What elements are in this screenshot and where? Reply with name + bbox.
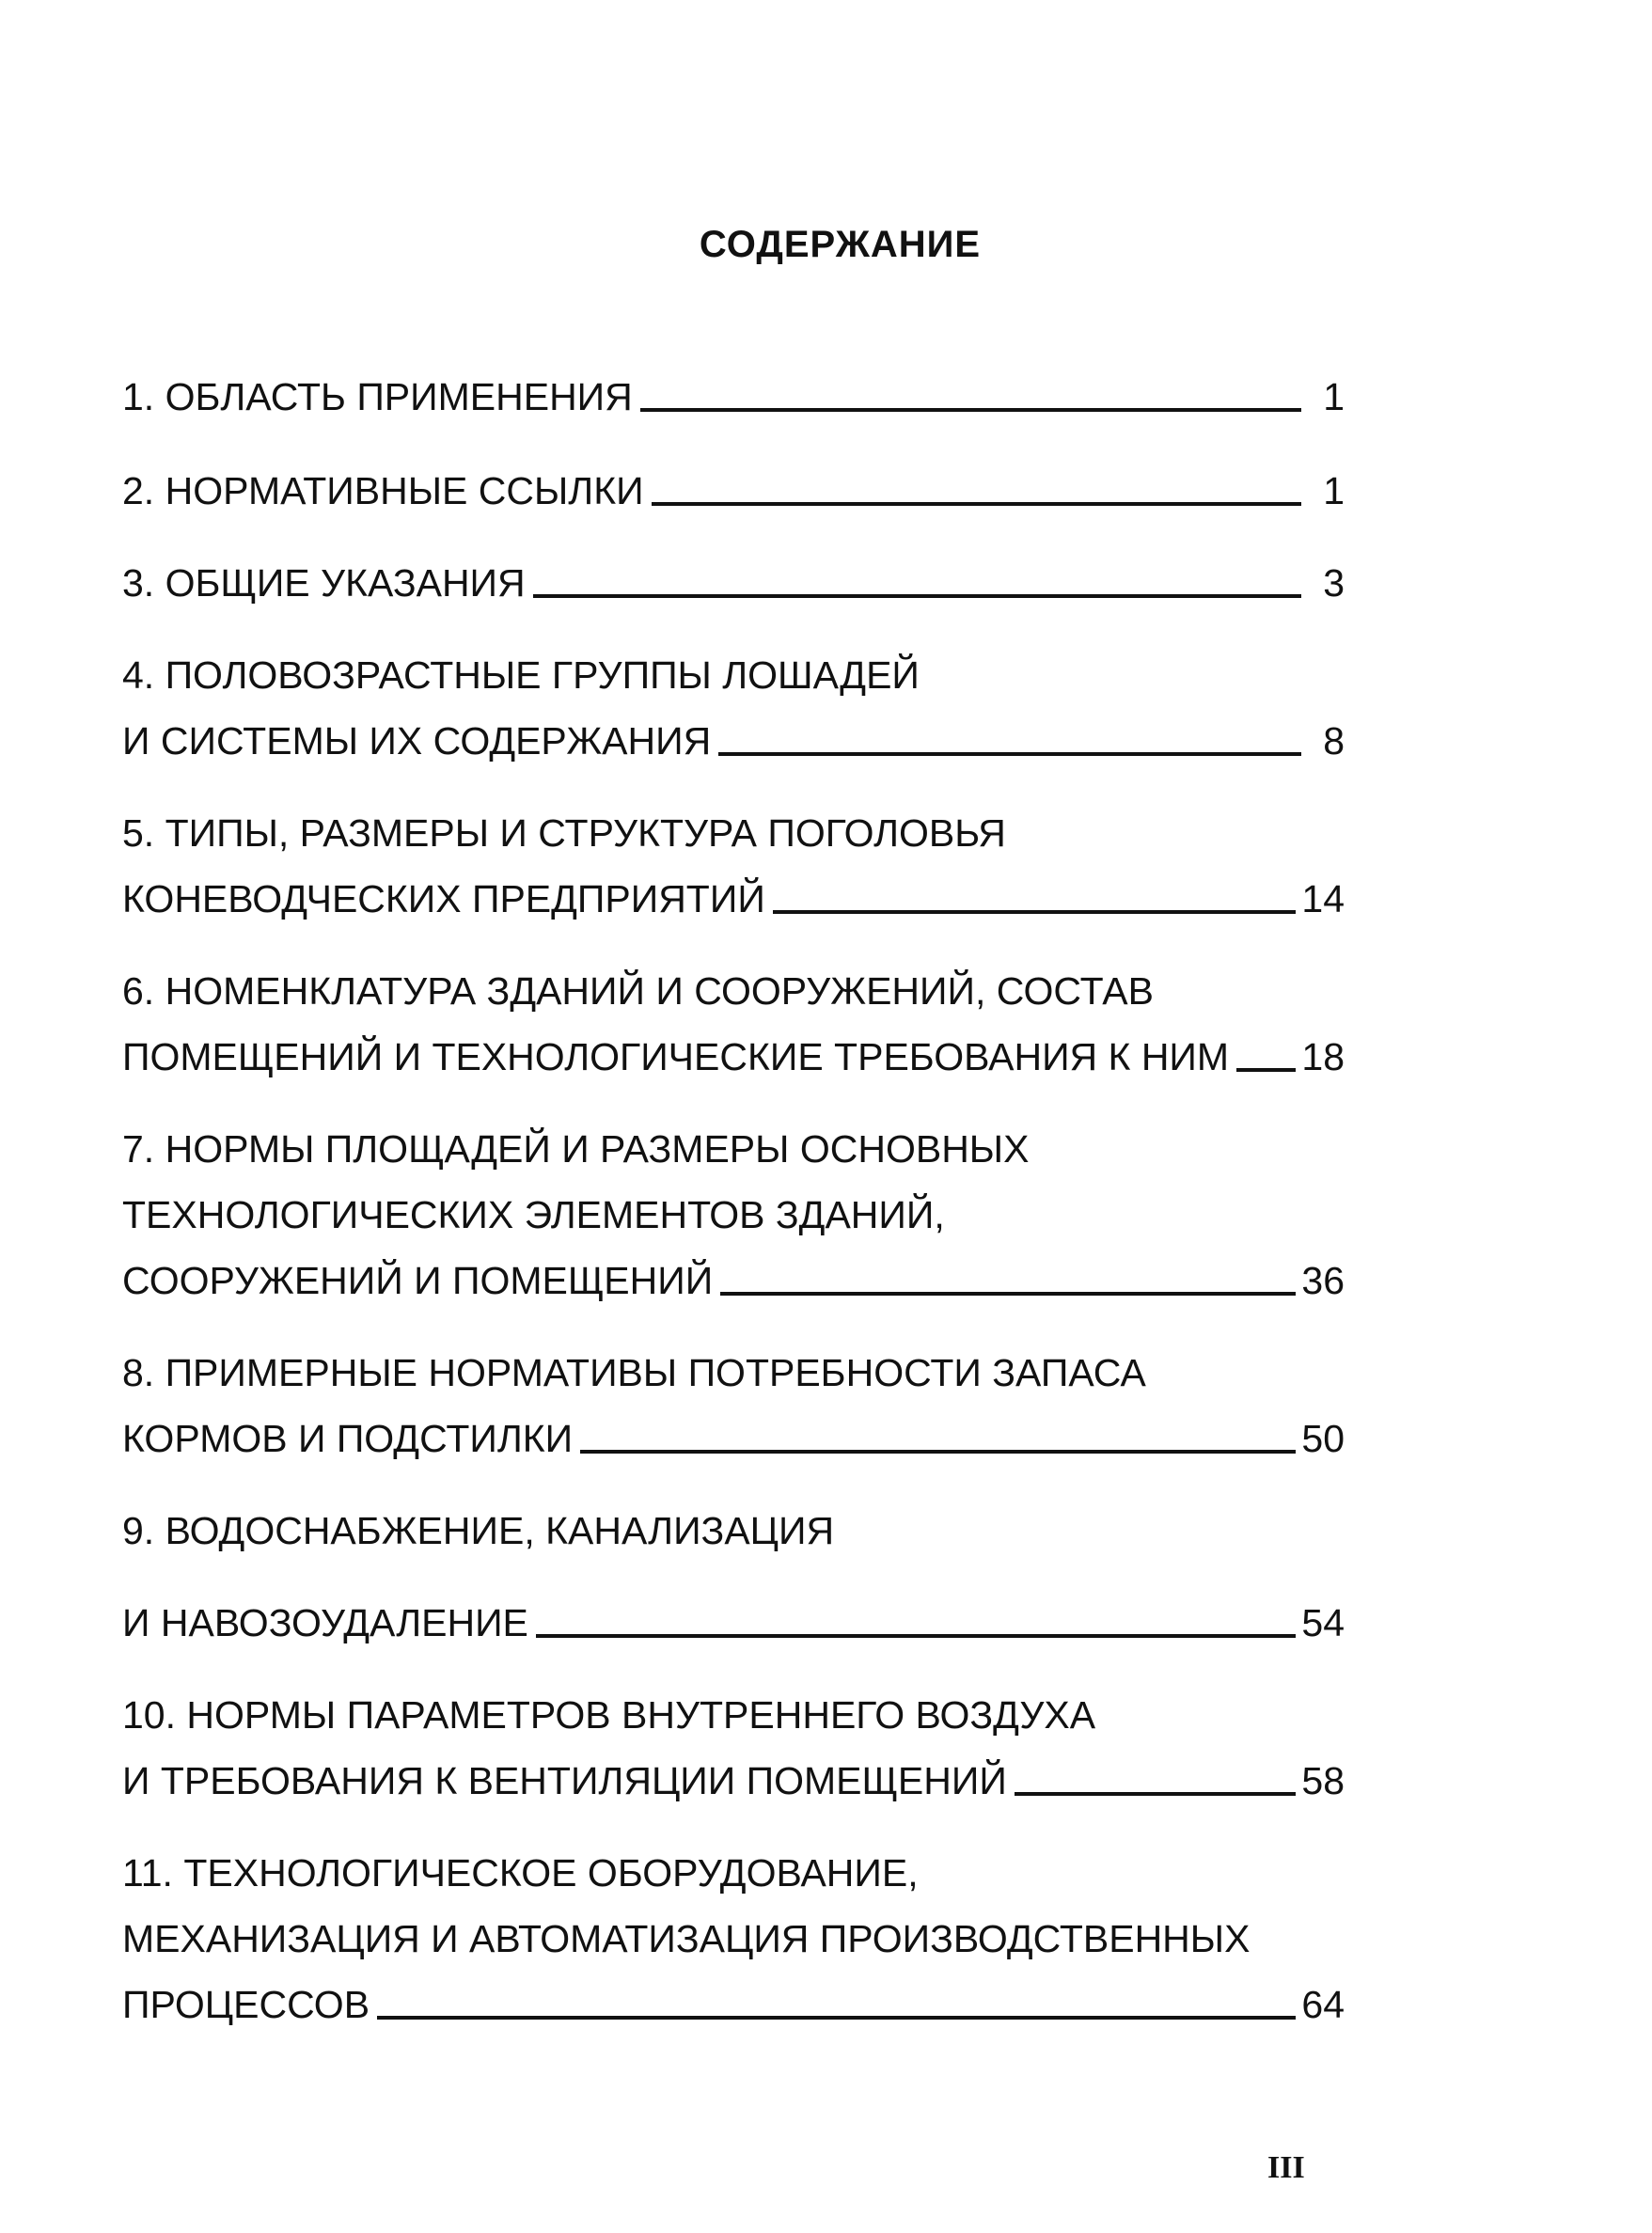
dot-leader: [652, 502, 1301, 506]
toc-entry-text: 7. НОРМЫ ПЛОЩАДЕЙ И РАЗМЕРЫ ОСНОВНЫХ: [122, 1127, 1030, 1171]
toc-entry-text: 4. ПОЛОВОЗРАСТНЫЕ ГРУППЫ ЛОШАДЕЙ: [122, 653, 920, 697]
toc-entry-10: [122, 1747, 1345, 1803]
toc-page-number: 18: [1301, 1035, 1345, 1078]
toc-page-number: 8: [1323, 719, 1345, 763]
toc-entry-text: 2. НОРМАТИВНЫЕ ССЫЛКИ: [122, 469, 644, 512]
dot-leader: [773, 910, 1297, 914]
dot-leader: [640, 408, 1301, 412]
toc-entry-text: ПРОЦЕССОВ: [122, 1983, 370, 2026]
toc-entry-text: 11. ТЕХНОЛОГИЧЕСКОЕ ОБОРУДОВАНИЕ,: [122, 1851, 919, 1895]
toc-entry-text: КОНЕВОДЧЕСКИХ ПРЕДПРИЯТИЙ: [122, 877, 765, 920]
toc-entry-text: 1. ОБЛАСТЬ ПРИМЕНЕНИЯ: [122, 375, 633, 418]
toc-entry-text: КОРМОВ И ПОДСТИЛКИ: [122, 1417, 574, 1460]
toc-page-number: 64: [1301, 1983, 1345, 2026]
toc-entry-6-line-1: [122, 957, 1345, 1014]
toc-page-number: 36: [1301, 1259, 1345, 1302]
toc-entry-text: 8. ПРИМЕРНЫЕ НОРМАТИВЫ ПОТРЕБНОСТИ ЗАПАСА: [122, 1351, 1146, 1394]
toc-entry-text: И СИСТЕМЫ ИХ СОДЕРЖАНИЯ: [122, 719, 712, 763]
toc-entry-8: [122, 1405, 1345, 1461]
dot-leader: [580, 1450, 1296, 1454]
toc-page-number: 54: [1301, 1601, 1345, 1644]
toc-entry-9-line-1: [122, 1497, 1345, 1553]
toc-entry-7-line-2: [122, 1181, 1345, 1237]
toc-page-number: 50: [1301, 1417, 1345, 1460]
toc-entry-text: И НАВОЗОУДАЛЕНИЕ: [122, 1601, 528, 1644]
toc-entry-1: [122, 363, 1345, 419]
toc-entry-text: И ТРЕБОВАНИЯ К ВЕНТИЛЯЦИИ ПОМЕЩЕНИЙ: [122, 1759, 1007, 1802]
toc-entry-10-line-1: [122, 1681, 1345, 1738]
toc-page-number: 1: [1323, 469, 1345, 512]
toc-entry-text: 10. НОРМЫ ПАРАМЕТРОВ ВНУТРЕННЕГО ВОЗДУХА: [122, 1693, 1096, 1737]
toc-entry-4: [122, 707, 1345, 763]
dot-leader: [377, 2016, 1296, 2020]
dot-leader: [1236, 1068, 1296, 1072]
toc-entry-9: [122, 1589, 1345, 1645]
toc-entry-5: [122, 865, 1345, 921]
toc-entry-5-line-1: [122, 799, 1345, 856]
toc-entry-text: 6. НОМЕНКЛАТУРА ЗДАНИЙ И СООРУЖЕНИЙ, СОСТАВ: [122, 969, 1154, 1013]
toc-page-number: 1: [1323, 375, 1345, 418]
toc-entry-text: МЕХАНИЗАЦИЯ И АВТОМАТИЗАЦИЯ ПРОИЗВОДСТВЕННЫХ: [122, 1917, 1251, 1960]
toc-entry-text: 3. ОБЩИЕ УКАЗАНИЯ: [122, 561, 526, 605]
toc-page-number: 58: [1301, 1759, 1345, 1802]
page-folio: III: [1267, 2150, 1305, 2185]
toc-page-number: 14: [1301, 877, 1345, 920]
toc-page-number: 3: [1323, 561, 1345, 605]
toc-entry-7: [122, 1247, 1345, 1303]
dot-leader: [720, 1292, 1296, 1296]
toc-entry-7-line-1: [122, 1115, 1345, 1172]
toc-entry-6: [122, 1023, 1345, 1079]
toc-entry-3: [122, 549, 1345, 605]
toc-entry-text: ПОМЕЩЕНИЙ И ТЕХНОЛОГИЧЕСКИЕ ТРЕБОВАНИЯ К НИМ: [122, 1035, 1230, 1078]
toc-entry-text: ТЕХНОЛОГИЧЕСКИХ ЭЛЕМЕНТОВ ЗДАНИЙ,: [122, 1193, 945, 1236]
toc-entry-4-line-1: [122, 641, 1345, 698]
toc-entry-11-line-1: [122, 1839, 1345, 1895]
toc-entry-text: 5. ТИПЫ, РАЗМЕРЫ И СТРУКТУРА ПОГОЛОВЬЯ: [122, 811, 1006, 855]
dot-leader: [536, 1634, 1297, 1638]
toc-entry-text: 9. ВОДОСНАБЖЕНИЕ, КАНАЛИЗАЦИЯ: [122, 1509, 835, 1552]
dot-leader: [533, 594, 1301, 598]
toc-entry-8-line-1: [122, 1339, 1345, 1395]
toc-entry-2: [122, 457, 1345, 513]
toc-entry-11: [122, 1971, 1345, 2027]
dot-leader: [1015, 1792, 1297, 1796]
page-title: СОДЕРЖАНИЕ: [699, 224, 982, 265]
dot-leader: [718, 752, 1301, 756]
toc-entry-11-line-2: [122, 1905, 1345, 1961]
toc-entry-text: СООРУЖЕНИЙ И ПОМЕЩЕНИЙ: [122, 1259, 714, 1302]
